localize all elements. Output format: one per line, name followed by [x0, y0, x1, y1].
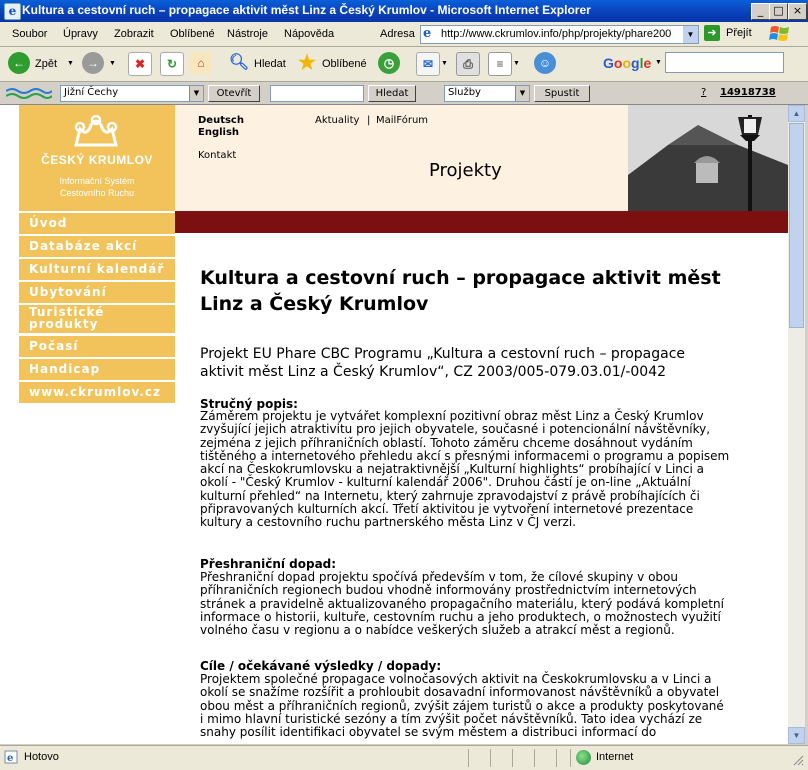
- menu-favorites[interactable]: Oblíbené: [170, 28, 215, 40]
- google-toolbar-logo[interactable]: Google: [603, 55, 652, 71]
- open-button[interactable]: Otevřít: [208, 85, 260, 102]
- crossborder-line: příhraničních regionech budou vhodně informovány prostřednictvím internetových: [200, 583, 697, 598]
- nav-item-uvod[interactable]: [19, 213, 175, 234]
- summary-line: okolí - "Český Krumlov - kulturní kalendář 2006". Druhou částí je on-line „Aktuální: [200, 475, 691, 490]
- menu-tools[interactable]: Nástroje: [227, 28, 268, 40]
- go-button[interactable]: [704, 25, 758, 42]
- nav-label: Databáze akcí: [29, 239, 138, 253]
- summary-line: kultury a cestovního ruchu partnerského města Linz v ČJ verzi.: [200, 515, 576, 530]
- title-bar: [0, 0, 808, 22]
- summary-line: kulturní přehled“ na Internetu, který zahrnuje zpravodajství z právě probíhajících či: [200, 488, 700, 503]
- page-icon: e: [423, 26, 432, 41]
- nav-label: Úvod: [29, 216, 68, 230]
- goals-line: okolí se snažíme rozšířit a prohloubit dosavadní informovanost návštěvníků a obyvatel: [200, 685, 720, 700]
- article-title-line1: Kultura a cestovní ruch – propagace aktivit měst: [200, 267, 721, 289]
- window-title: Kultura a cestovní ruch – propagace aktivit měst Linz a Český Krumlov - Microsoft Internet Explorer: [22, 3, 591, 17]
- article-subtitle-line1: Projekt EU Phare CBC Programu „Kultura a cestovní ruch – propagace: [200, 346, 686, 362]
- scroll-thumb[interactable]: [789, 123, 804, 328]
- refresh-icon: ↻: [160, 52, 184, 76]
- logo-subtitle-line2: Cestovního Ruchu: [59, 188, 135, 198]
- summary-line: tištěného a internetového přehledu akcí s přesnými informacemi o programu a popisem: [200, 448, 730, 463]
- section-body-summary: [200, 410, 752, 530]
- resize-grip-icon[interactable]: [792, 754, 804, 766]
- nav-item-handicap[interactable]: [19, 359, 175, 380]
- nav-label: Kulturní kalendář: [29, 262, 165, 276]
- refresh-button[interactable]: [160, 52, 182, 76]
- site-search-button[interactable]: Hledat: [368, 85, 416, 102]
- address-bar[interactable]: [420, 25, 699, 44]
- go-arrow-icon: ➜: [704, 25, 720, 41]
- scroll-down-icon[interactable]: ▼: [788, 727, 805, 744]
- nav-item-events-database[interactable]: [19, 236, 175, 257]
- status-separator: [534, 749, 535, 767]
- help-link[interactable]: ?: [701, 87, 707, 98]
- scroll-up-icon[interactable]: ▲: [788, 105, 805, 122]
- visitor-counter[interactable]: 14918738: [720, 87, 776, 98]
- summary-line: akcí na Českokrumlovsku a nejatraktivnější „Kulturní highlights“ probíhající v Linci a: [200, 462, 704, 477]
- lang-english-link[interactable]: English: [198, 127, 240, 138]
- header-separator: |: [367, 115, 371, 126]
- edit-icon: ≡: [488, 52, 512, 76]
- status-text: Hotovo: [24, 751, 59, 763]
- chevron-down-icon: ▼: [189, 86, 203, 101]
- mailforum-link[interactable]: MailFórum: [376, 115, 429, 126]
- internet-zone-globe-icon: [576, 750, 591, 765]
- mail-button[interactable]: [416, 52, 448, 76]
- windows-logo-icon: [768, 24, 792, 44]
- address-label: Adresa: [380, 28, 415, 40]
- minimize-button[interactable]: _: [751, 3, 770, 20]
- summary-line: zejména z jejich příhraničních oblastí. Tohoto záměru chceme dosáhnout vydáním: [200, 435, 693, 450]
- lamp-roof-photo-icon: [628, 105, 788, 211]
- article-title: [200, 265, 752, 317]
- history-icon: ◷: [378, 52, 400, 74]
- article-subtitle-line2: aktivit měst Linz a Český Krumlov“, CZ 2003/005-079.03.01/-0042: [200, 364, 667, 380]
- back-arrow-icon: ←: [8, 52, 30, 74]
- section-title-crossborder: Přeshraniční dopad:: [200, 557, 337, 571]
- forward-button[interactable]: [82, 52, 118, 76]
- status-separator: [468, 749, 469, 767]
- history-button[interactable]: [378, 52, 402, 76]
- article-title-line2: Linz a Český Krumlov: [200, 293, 429, 315]
- favorites-button[interactable]: [296, 52, 368, 76]
- back-label: Zpět: [35, 58, 58, 70]
- logo-subtitle-line1: Informační Systém: [59, 176, 135, 186]
- edit-button[interactable]: [488, 52, 524, 76]
- search-button[interactable]: [228, 52, 290, 76]
- search-label: Hledat: [254, 58, 286, 70]
- maximize-button[interactable]: □: [769, 3, 788, 20]
- logo-subtitle: [19, 175, 175, 199]
- article-subtitle: [200, 345, 752, 381]
- crossborder-line: Přeshraniční dopad projektu spočívá především v tom, že cílové skupiny v obou: [200, 570, 678, 584]
- site-logo[interactable]: [19, 105, 175, 211]
- nav-label: Ubytování: [29, 285, 107, 299]
- logo-title: ČESKÝ KRUMLOV: [41, 153, 153, 167]
- status-separator: [490, 749, 491, 767]
- crossborder-line: informace o historii, kultuře, cestovním ruchu a jeho produktech, o možnostech využití: [200, 609, 721, 624]
- toolbar: [0, 47, 808, 82]
- stop-icon: ✖: [128, 52, 152, 76]
- forward-dropdown-icon[interactable]: ▼: [109, 60, 116, 67]
- nav-label: Počasí: [29, 339, 79, 353]
- ie-app-icon: e: [4, 3, 21, 20]
- section-body-crossborder: [200, 571, 752, 637]
- menu-help[interactable]: Nápověda: [284, 28, 335, 40]
- menu-bar: [0, 22, 808, 47]
- run-button[interactable]: Spustit: [534, 85, 590, 102]
- status-separator: [512, 749, 513, 767]
- crossborder-line: stránek a pravidelně aktualizovaného propagačního materiálu, který podává kompletní: [200, 596, 724, 611]
- menu-view[interactable]: Zobrazit: [114, 28, 154, 40]
- favorites-star-icon: ★: [298, 52, 316, 74]
- back-dropdown-icon[interactable]: ▼: [67, 60, 74, 67]
- nav-label: Handicap: [29, 362, 101, 376]
- nav-item-ckrumlov-cz[interactable]: [19, 382, 175, 403]
- status-bar: [0, 745, 808, 770]
- address-url[interactable]: http://www.ckrumlov.info/php/projekty/phare200: [441, 28, 672, 40]
- goals-line: snahy posílit identifikaci obyvatel se svým městem a distribuci informací do: [200, 725, 657, 740]
- nav-item-weather[interactable]: [19, 336, 175, 357]
- svg-text:e: e: [7, 753, 14, 764]
- stop-button[interactable]: [128, 52, 150, 76]
- print-button[interactable]: [456, 52, 480, 76]
- goals-line: Projektem společné propagace volnočasových aktivit na Českokrumlovsku a v Linci a: [200, 672, 712, 686]
- go-label: Přejít: [726, 27, 752, 39]
- site-toolbar: [0, 82, 808, 105]
- crossborder-line: volného času v regionu a o nabídce veškerých služeb a atrakcí měst a regionů.: [200, 623, 675, 638]
- goals-line: obou měst a příhraničních regionů, zvýšit zájem turistů o akce a produkty poskytované: [200, 698, 724, 713]
- messenger-icon: ☺: [534, 52, 556, 74]
- home-button[interactable]: [190, 52, 214, 76]
- print-icon: ⎙: [456, 52, 480, 76]
- waves-logo-icon: [6, 86, 52, 100]
- news-link[interactable]: Aktuality: [315, 115, 360, 126]
- address-dropdown-icon[interactable]: ▼: [683, 26, 698, 43]
- services-select[interactable]: [444, 85, 530, 102]
- close-button[interactable]: ×: [788, 3, 807, 20]
- google-search-input[interactable]: [665, 52, 784, 73]
- crown-icon: [71, 115, 121, 149]
- section-body-goals: [200, 673, 752, 739]
- section-heading: Projekty: [429, 160, 502, 181]
- security-zone-label: Internet: [596, 751, 634, 763]
- mail-icon: ✉: [416, 52, 440, 76]
- contact-link[interactable]: Kontakt: [198, 150, 237, 161]
- status-separator: [570, 749, 571, 767]
- page-done-icon: [4, 750, 18, 764]
- menu-file[interactable]: Soubor: [12, 28, 48, 40]
- summary-line: zvyšující jejich atraktivitu pro jejich obyvatele, současné i potencionální návštěvníky,: [200, 422, 711, 437]
- chevron-down-icon: ▼: [515, 86, 529, 101]
- favorites-label: Oblíbené: [322, 58, 367, 70]
- region-select-value: Jižní Čechy: [64, 87, 119, 98]
- status-separator: [556, 749, 557, 767]
- google-dropdown-icon[interactable]: ▼: [655, 59, 662, 66]
- region-select[interactable]: [60, 85, 204, 102]
- page-viewport: [0, 105, 788, 744]
- section-title-summary: Stručný popis:: [200, 397, 298, 411]
- services-select-value: Služby: [448, 87, 481, 98]
- nav-label: www.ckrumlov.cz: [29, 385, 161, 399]
- lang-deutsch-link[interactable]: Deutsch: [198, 115, 244, 126]
- nav-item-cultural-calendar[interactable]: [19, 259, 175, 280]
- summary-line: připravovaných kulturních akcí. Třetí aktivitou je vytvoření internetové prezentace: [200, 502, 694, 517]
- vertical-scrollbar[interactable]: [788, 105, 805, 744]
- back-button[interactable]: [8, 52, 74, 76]
- home-icon: ⌂: [190, 52, 212, 74]
- menu-edit[interactable]: Úpravy: [63, 28, 98, 40]
- forward-arrow-icon: →: [82, 52, 104, 74]
- nav-item-tourist-products[interactable]: [19, 305, 175, 333]
- header-photo: [628, 105, 788, 211]
- site-header: [175, 105, 628, 211]
- section-title-goals: Cíle / očekávané výsledky / dopady:: [200, 659, 442, 673]
- goals-line: i mimo hlavní turistické sezóny a tím zvýšit počet návštěvníků. Tato idea vychází ze: [200, 711, 703, 726]
- mail-dropdown-icon[interactable]: ▼: [441, 60, 448, 67]
- search-icon: 🔍︎: [228, 54, 250, 71]
- nav-item-accommodation[interactable]: [19, 282, 175, 303]
- header-red-bar: [175, 211, 788, 233]
- nav-label: Turistické produkty: [29, 305, 105, 331]
- summary-line: Záměrem projektu je vytvářet komplexní pozitivní obraz měst Linz a Český Krumlov: [200, 409, 704, 423]
- edit-dropdown-icon[interactable]: ▼: [513, 60, 520, 67]
- messenger-button[interactable]: [534, 52, 558, 76]
- site-search-input[interactable]: [270, 85, 364, 102]
